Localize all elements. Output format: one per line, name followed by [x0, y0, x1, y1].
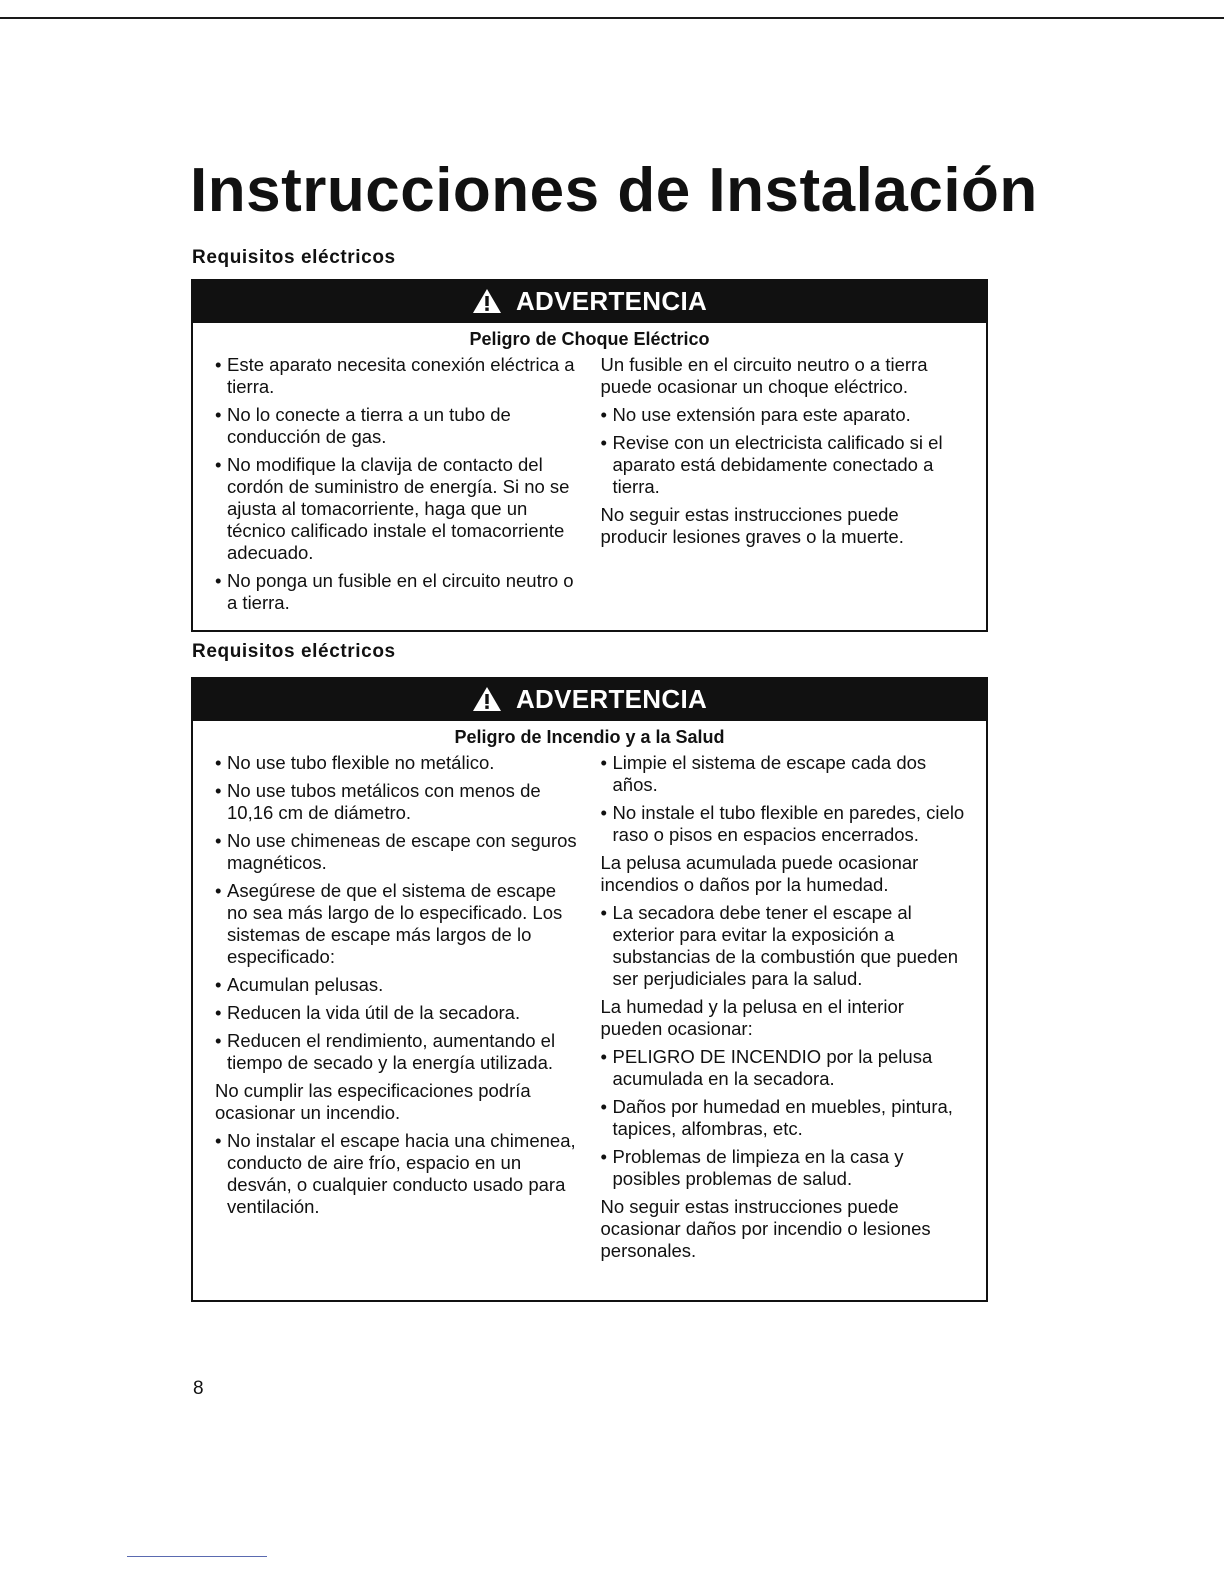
bullet-item	[215, 974, 581, 996]
bullet-icon: •	[215, 404, 222, 425]
paragraph: No seguir estas instrucciones puede ocasionar daños por incendio o lesiones personales.	[600, 1196, 931, 1261]
warning-banner	[193, 677, 986, 721]
bullet-item	[601, 1146, 967, 1190]
bullet-text: Problemas de limpieza en la casa y posibles problemas de salud.	[612, 1146, 904, 1189]
bullet-icon: •	[600, 404, 607, 425]
bullet-text: Asegúrese de que el sistema de escape no sea más largo de lo especificado. Los sistemas de escape más largos de lo especificado:	[227, 880, 563, 967]
bullet-text: Acumulan pelusas.	[227, 974, 384, 995]
bullet-icon: •	[600, 802, 607, 823]
top-rule	[0, 17, 1224, 19]
paragraph: Un fusible en el circuito neutro o a tierra puede ocasionar un choque eléctrico.	[600, 354, 928, 397]
warning-triangle-icon	[472, 686, 502, 712]
bullet-icon: •	[215, 354, 222, 375]
bullet-icon: •	[215, 1030, 222, 1051]
bullet-item	[215, 780, 581, 824]
paragraph: La humedad y la pelusa en el interior pueden ocasionar:	[600, 996, 904, 1039]
bullet-item	[215, 570, 581, 614]
bullet-text: No ponga un fusible en el circuito neutro o a tierra.	[227, 570, 574, 613]
bullet-icon: •	[600, 1146, 607, 1167]
warning-box	[191, 279, 988, 632]
bullet-icon: •	[600, 902, 607, 923]
bullet-icon: •	[215, 752, 222, 773]
bullet-text: No use tubo flexible no metálico.	[227, 752, 495, 773]
warning-box	[191, 677, 988, 1302]
paragraph: No seguir estas instrucciones puede producir lesiones graves o la muerte.	[600, 504, 904, 547]
bullet-text: La secadora debe tener el escape al exterior para evitar la exposición a substancias de la combustión que pueden ser perjudiciales para la salud.	[612, 902, 959, 989]
paragraph: La pelusa acumulada puede ocasionar incendios o daños por la humedad.	[600, 852, 919, 895]
right-column	[601, 354, 967, 620]
bullet-text: Daños por humedad en muebles, pintura, tapices, alfombras, etc.	[612, 1096, 953, 1139]
bullet-text: No lo conecte a tierra a un tubo de conducción de gas.	[227, 404, 511, 447]
bullet-item	[215, 354, 581, 398]
bullet-item	[215, 454, 581, 564]
bullet-icon: •	[215, 830, 222, 851]
bullet-item	[215, 1030, 581, 1074]
bullet-item	[215, 1002, 581, 1024]
left-column	[215, 752, 581, 1268]
bullet-icon: •	[600, 1046, 607, 1067]
bullet-icon: •	[215, 974, 222, 995]
bullet-icon: •	[215, 1002, 222, 1023]
bullet-icon: •	[215, 570, 222, 591]
bullet-item	[601, 1096, 967, 1140]
bullet-item	[601, 802, 967, 846]
section-heading: Requisitos eléctricos	[192, 641, 396, 662]
bullet-text: No modifique la clavija de contacto del cordón de suministro de energía. Si no se ajusta al tomacorriente, haga que un técnico calificado instale el tomacorriente adecuado.	[227, 454, 570, 563]
bullet-icon: •	[600, 432, 607, 453]
bullet-item	[601, 404, 967, 426]
bottom-rule	[127, 1556, 267, 1557]
bullet-item	[215, 1130, 581, 1218]
bullet-text: No instalar el escape hacia una chimenea, conducto de aire frío, espacio en un desván, o cualquier conducto usado para ventilación.	[227, 1130, 576, 1217]
bullet-text: No instale el tubo flexible en paredes, cielo raso o pisos en espacios encerrados.	[612, 802, 965, 845]
page-title: Instrucciones de Instalación	[190, 156, 1038, 225]
bullet-item	[601, 432, 967, 498]
bullet-item	[215, 404, 581, 448]
right-column	[601, 752, 967, 1268]
warning-triangle-icon	[472, 288, 502, 314]
bullet-item	[215, 830, 581, 874]
bullet-icon: •	[600, 752, 607, 773]
bullet-icon: •	[215, 780, 222, 801]
bullet-item	[601, 902, 967, 990]
paragraph: No cumplir las especificaciones podría ocasionar un incendio.	[215, 1080, 531, 1123]
hazard-title: Peligro de Incendio y a la Salud	[454, 727, 725, 747]
warning-label: ADVERTENCIA	[515, 285, 708, 316]
bullet-text: No use tubos metálicos con menos de 10,16 cm de diámetro.	[227, 780, 541, 823]
hazard-title: Peligro de Choque Eléctrico	[469, 329, 710, 349]
bullet-icon: •	[215, 1130, 222, 1151]
bullet-text: Limpie el sistema de escape cada dos años.	[612, 752, 927, 795]
bullet-icon: •	[600, 1096, 607, 1117]
section-heading: Requisitos eléctricos	[192, 247, 396, 268]
bullet-item	[601, 752, 967, 796]
bullet-text: No use extensión para este aparato.	[612, 404, 911, 425]
bullet-text: PELIGRO DE INCENDIO por la pelusa acumulada en la secadora.	[612, 1046, 933, 1089]
left-column	[215, 354, 581, 620]
bullet-icon: •	[215, 880, 222, 901]
bullet-item	[601, 1046, 967, 1090]
bullet-item	[215, 880, 581, 968]
warning-label: ADVERTENCIA	[515, 683, 708, 714]
bullet-item	[215, 752, 581, 774]
warning-banner	[193, 279, 986, 323]
bullet-text: No use chimeneas de escape con seguros magnéticos.	[227, 830, 577, 873]
page-number: 8	[193, 1378, 204, 1399]
bullet-text: Reducen el rendimiento, aumentando el tiempo de secado y la energía utilizada.	[227, 1030, 556, 1073]
bullet-text: Reducen la vida útil de la secadora.	[227, 1002, 521, 1023]
bullet-icon: •	[215, 454, 222, 475]
bullet-text: Este aparato necesita conexión eléctrica a tierra.	[227, 354, 575, 397]
bullet-text: Revise con un electricista calificado si el aparato está debidamente conectado a tierra.	[612, 432, 943, 497]
